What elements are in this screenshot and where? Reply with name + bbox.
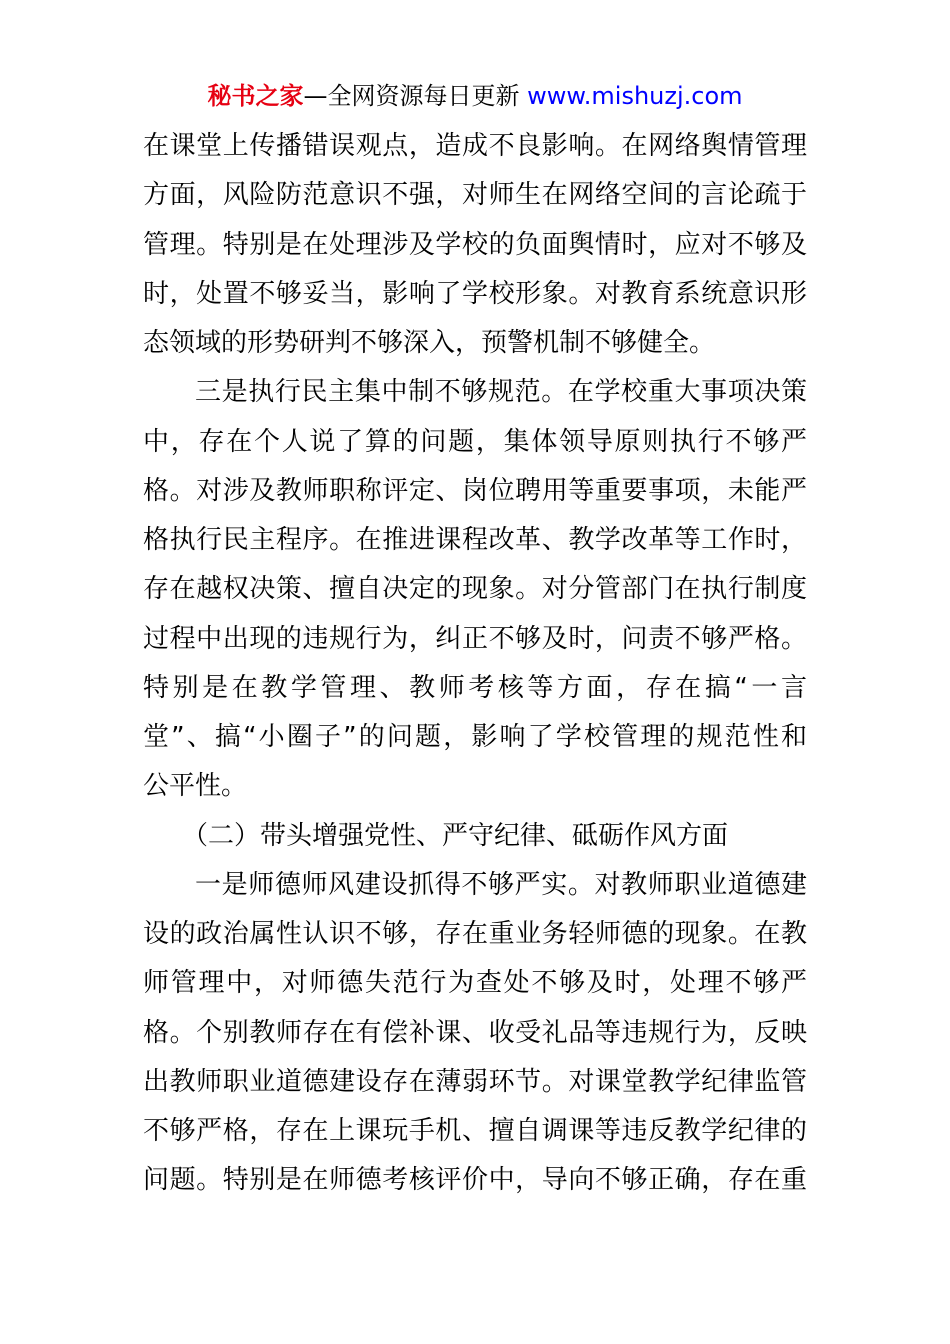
text-line: 方面，风险防范意识不强，对师生在网络空间的言论疏于 [143,180,808,211]
text-line: 三是执行民主集中制不够规范。在学校重大事项决策 [195,377,808,408]
text-line: 师管理中，对师德失范行为查处不够及时，处理不够严 [143,968,809,999]
text-line: 态领域的形势研判不够深入，预警机制不够健全。 [143,328,716,358]
text-line: 格。对涉及教师职称评定、岗位聘用等重要事项，未能严 [143,475,808,506]
text-line: （二）带头增强党性、严守纪律、砥砺作风方面 [182,820,729,851]
text-line: 堂”、搞“小圈子”的问题，影响了学校管理的规范性和 [143,722,810,752]
text-line: 在课堂上传播错误观点，造成不良影响。在网络舆情管理 [143,131,808,161]
site-tagline: —全网资源每日更新 [303,82,528,110]
text-line: 格。个别教师存在有偿补课、收受礼品等违规行为，反映 [143,1017,808,1048]
text-line: 管理。特别是在处理涉及学校的负面舆情时，应对不够及 [143,229,808,260]
text-line: 特别是在教学管理、教师考核等方面，存在搞“一言 [143,672,811,703]
text-line: 存在越权决策、擅自决定的现象。对分管部门在执行制度 [143,574,808,605]
site-header [0,78,950,114]
text-line: 出教师职业道德建设存在薄弱环节。对课堂教学纪律监管 [143,1066,808,1097]
text-line: 不够严格，存在上课玩手机、擅自调课等违反教学纪律的 [143,1116,808,1146]
text-line: 问题。特别是在师德考核评价中，导向不够正确，存在重 [143,1165,808,1196]
document-body [143,122,811,1206]
text-line: 一是师德师风建设抓得不够严实。对教师职业道德建 [195,869,808,900]
text-line: 中，存在个人说了算的问题，集体领导原则执行不够严 [143,426,809,457]
text-line: 过程中出现的违规行为，纠正不够及时，问责不够严格。 [143,623,808,654]
text-line: 公平性。 [143,771,248,802]
site-brand: 秘书之家 [207,82,304,110]
text-line: 格执行民主程序。在推进课程改革、教学改革等工作时， [143,525,808,555]
text-line: 设的政治属性认识不够，存在重业务轻师德的现象。在教 [143,919,808,949]
text-line: 时，处置不够妥当，影响了学校形象。对教育系统意识形 [143,278,808,309]
site-url-link[interactable]: www.mishuzj.com [527,82,743,110]
